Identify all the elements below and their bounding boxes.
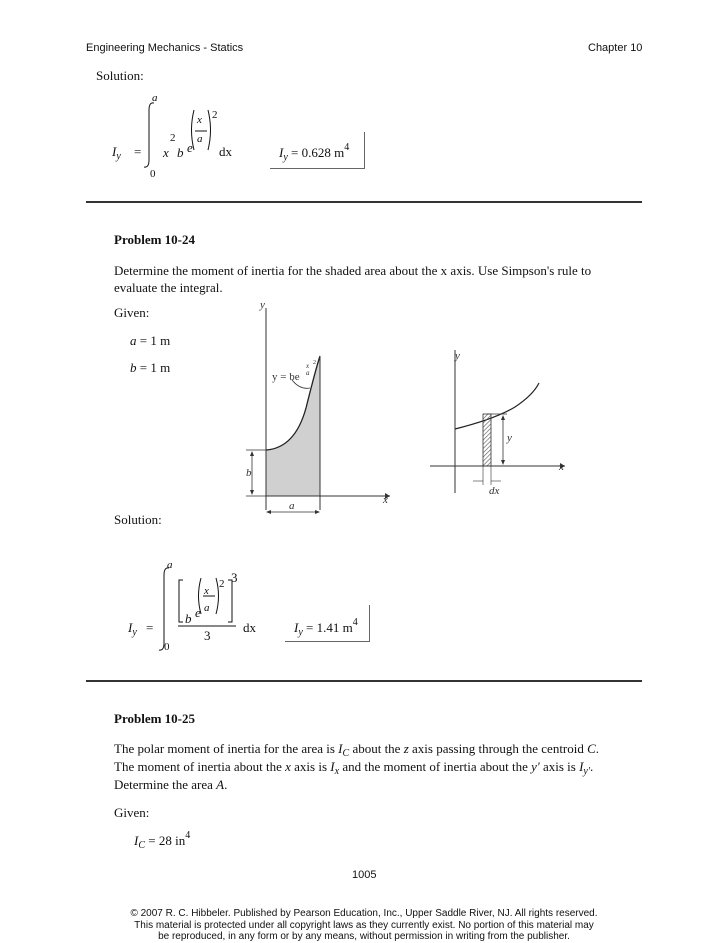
problem-text-line-3: Determine the area A. [114, 777, 228, 792]
header-title: Engineering Mechanics - Statics [86, 42, 244, 54]
solution-label-2: Solution: [114, 512, 162, 527]
result-box-2 [285, 605, 370, 642]
footer-line-2: This material is protected under all copyright laws as they currently exist. No portion of this material may [134, 920, 594, 931]
problem-text: Determine the moment of inertia for the shaded area about the x axis. Use Simpson's rule to evaluate the integral. [114, 263, 592, 295]
exp-power: 2 [212, 109, 218, 121]
integral-sign-icon [155, 565, 175, 653]
problem-text-line-1: The polar moment of inertia for the area is $I_C$ about the z axis passing through the centroid C. [114, 741, 600, 759]
problem-title: Problem 10-24 [114, 232, 195, 247]
strip [483, 414, 491, 466]
outer-power: 3 [231, 570, 238, 585]
integrand-x: x [163, 145, 169, 160]
figure-shaded-area [240, 298, 400, 520]
curve [455, 383, 539, 429]
integrand-power: 2 [170, 132, 176, 144]
numerator-b: b [185, 611, 192, 626]
dx: dx [219, 144, 232, 159]
solution-label: Solution: [96, 68, 144, 83]
inner-denominator: a [204, 602, 210, 614]
iy-symbol-2: $I_y$ [128, 620, 137, 638]
problem-text-line-2: The moment of inertia about the x axis is $I_x$ and the moment of inertia about the y' axis is $I_{y'}$. [114, 759, 594, 777]
exp-denominator: a [197, 133, 203, 145]
figure-differential-strip [425, 345, 575, 500]
section-divider-2 [86, 680, 642, 682]
fig1-a-label: a [289, 500, 295, 512]
lower-limit: 0 [150, 168, 156, 180]
dx-2: dx [243, 620, 256, 635]
given-b: b = 1 m [130, 360, 171, 375]
footer-line-3: be reproduced, in any form or by any means, without permission in writing from the publisher. [158, 931, 570, 942]
iy-result-2: $I_y = 1.41$ $m^4$ [294, 617, 358, 638]
numerator-e: e [195, 605, 201, 620]
fig1-b-label: b [246, 467, 252, 479]
fig2-dx-label: dx [489, 485, 500, 497]
svg-text:x: x [306, 362, 310, 370]
equals-sign: = [134, 144, 142, 159]
given-label-2: Given: [114, 805, 150, 820]
fig1-x-axis-label: x [383, 494, 388, 506]
iy-result: $I_y = 0.628$ $m^4$ [279, 142, 350, 163]
svg-text:2: 2 [313, 360, 316, 366]
header-chapter: Chapter 10 [588, 42, 643, 54]
integrand-e: e [187, 140, 193, 155]
footer-line-1: © 2007 R. C. Hibbeler. Published by Pearson Education, Inc., Upper Saddle River, NJ. All rights reserved. [130, 908, 598, 919]
integrand-b: b [177, 145, 184, 160]
fig1-curve-label: y = be [272, 371, 300, 383]
upper-limit-2: a [167, 559, 173, 571]
fig2-x-axis-label: x [559, 461, 564, 473]
integral-sign-icon [140, 100, 160, 170]
denominator: 3 [204, 628, 211, 643]
inner-numerator: x [204, 585, 209, 597]
iy-symbol: $I_y$ [112, 144, 121, 162]
fig2-y-axis-label: y [455, 350, 460, 362]
equals-sign-2: = [146, 620, 154, 635]
section-divider [86, 201, 642, 203]
inner-power: 2 [219, 578, 225, 590]
given-ic: $I_C = 28$ $in^4$ [134, 830, 191, 851]
given-a: a = 1 m [130, 333, 171, 348]
lower-limit-2: 0 [164, 641, 170, 653]
fig1-y-axis-label: y [260, 299, 265, 311]
svg-text:a: a [306, 369, 310, 377]
fig2-y-label: y [507, 432, 512, 444]
given-label: Given: [114, 305, 150, 320]
page-number: 1005 [352, 869, 377, 881]
problem-title-2: Problem 10-25 [114, 711, 195, 726]
upper-limit: a [152, 92, 158, 104]
exp-numerator: x [197, 114, 202, 126]
result-box [270, 132, 365, 169]
